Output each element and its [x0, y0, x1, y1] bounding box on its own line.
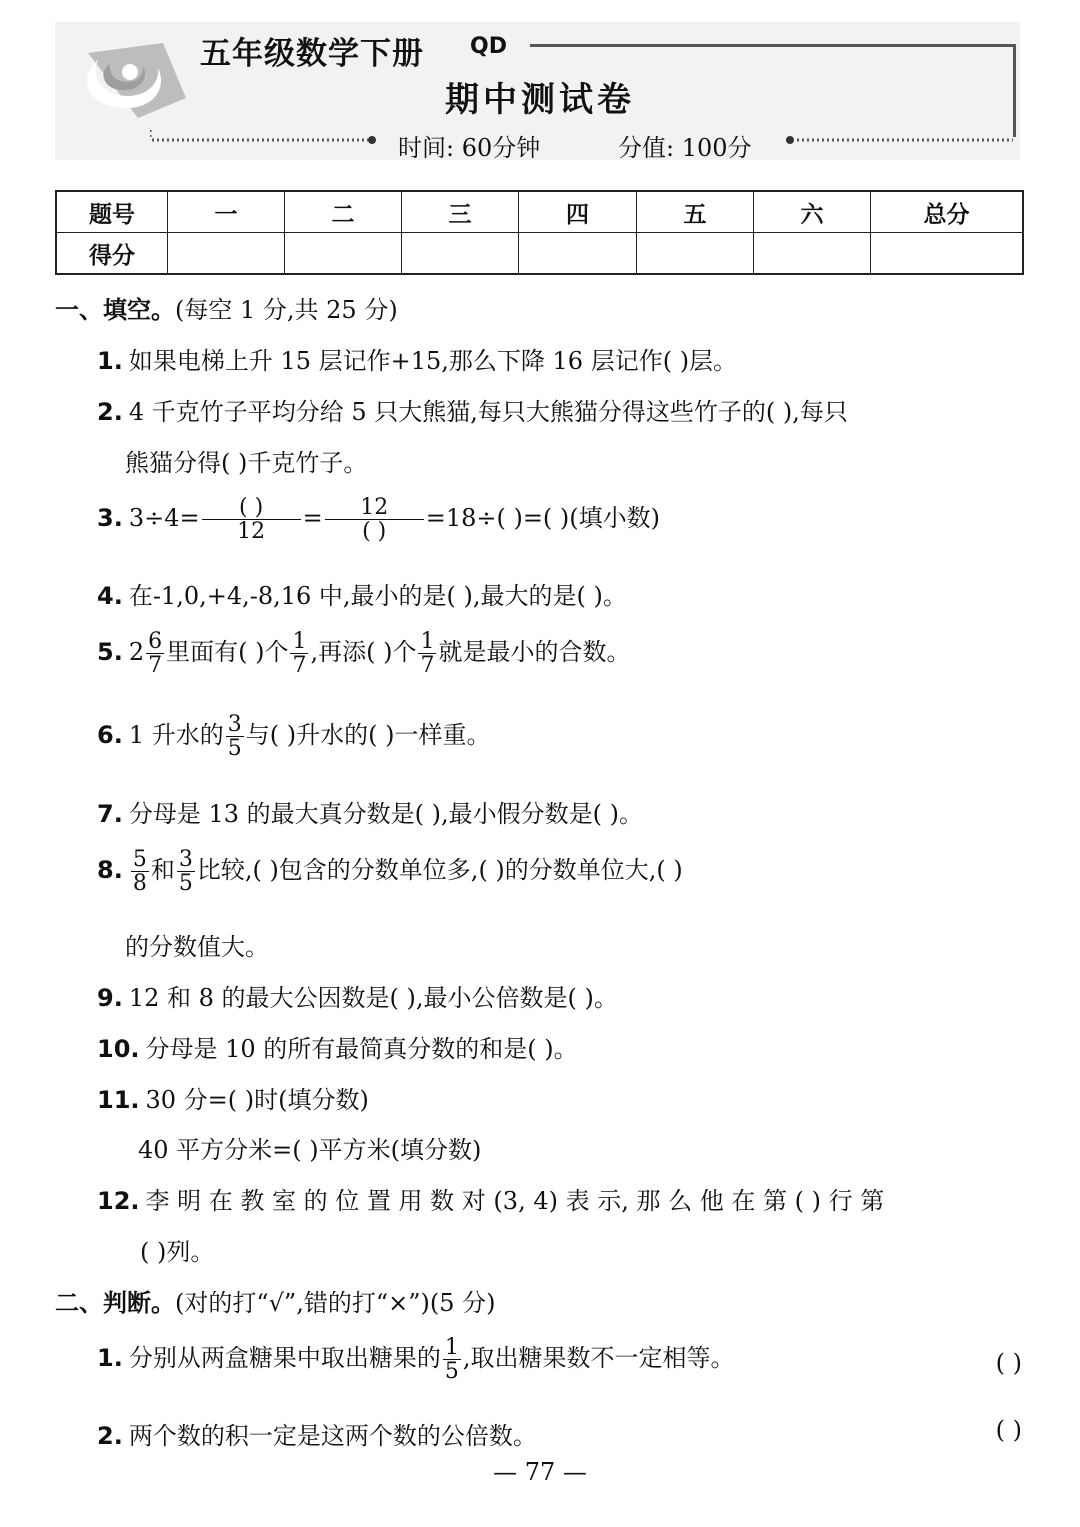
question-11: 11. 30 分=( )时(填分数) — [97, 1086, 369, 1114]
fraction: $\frac{( )}{12}$ — [202, 496, 301, 543]
score-input-cell[interactable] — [168, 233, 285, 275]
score-input-cell[interactable] — [285, 233, 402, 275]
table-cell: 五 — [637, 191, 754, 233]
score-input-cell[interactable] — [402, 233, 519, 275]
table-cell: 得分 — [56, 233, 168, 275]
question-2-cont: 熊猫分得( )千克竹子。 — [125, 449, 368, 477]
score-input-cell[interactable] — [871, 233, 1024, 275]
score-table — [55, 190, 1024, 275]
table-row — [56, 191, 1023, 233]
table-cell: 一 — [168, 191, 285, 233]
question-12: 12. 李 明 在 教 室 的 位 置 用 数 对 (3, 4) 表 示, 那 么 他 在 第 ( ) 行 第 — [97, 1187, 885, 1215]
table-cell: 四 — [519, 191, 637, 233]
question-9: 9. 12 和 8 的最大公因数是( ),最小公倍数是( )。 — [97, 984, 618, 1012]
edition-badge: QD — [470, 34, 507, 59]
table-cell: 总分 — [871, 191, 1024, 233]
fraction: $\frac{1}{7}$ — [420, 629, 435, 679]
section-2-heading: 二、判断。(对的打“√”,错的打“×”)(5 分) — [55, 1289, 496, 1317]
question-1: 1. 如果电梯上升 15 层记作+15,那么下降 16 层记作( )层。 — [97, 347, 738, 375]
fraction: $\frac{1}{5}$ — [444, 1335, 459, 1385]
judge-question-2: 2. 两个数的积一定是这两个数的公倍数。 — [97, 1422, 537, 1450]
table-row — [56, 233, 1023, 275]
table-cell: 六 — [754, 191, 871, 233]
header-rule — [530, 44, 1015, 47]
dotted-line-right — [785, 130, 1013, 144]
table-cell: 二 — [285, 191, 402, 233]
question-8-cont: 的分数值大。 — [125, 933, 269, 961]
question-5: 5. 2 $\frac{6}{7}$ 里面有( )个 $\frac{1}{7}$ ,再添( )个 $\frac{1}{7}$ 就是最小的合数。 — [97, 629, 631, 679]
fraction: $\frac{5}{8}$ — [132, 847, 147, 897]
book-title: 五年级数学下册 — [200, 36, 424, 72]
score-input-cell[interactable] — [519, 233, 637, 275]
score-input-cell[interactable] — [754, 233, 871, 275]
answer-blank[interactable]: ( ) — [995, 1416, 1022, 1444]
question-7: 7. 分母是 13 的最大真分数是( ),最小假分数是( )。 — [97, 800, 643, 828]
score-info: 分值: 100分 — [618, 134, 752, 162]
question-8: 8. $\frac{5}{8}$ 和 $\frac{3}{5}$ 比较,( )包含的分数单位多,( )的分数单位大,( ) — [97, 847, 683, 897]
fraction: $\frac{12}{( )}$ — [325, 496, 424, 543]
question-4: 4. 在-1,0,+4,-8,16 中,最小的是( ),最大的是( )。 — [97, 582, 627, 610]
question-11-cont: 40 平方分米=( )平方米(填分数) — [138, 1136, 482, 1164]
question-3: 3. 3÷4= $\frac{( )}{12}$ = $\frac{12}{( )}$ =18÷( )=( )(填小数) — [97, 495, 661, 545]
page-number: — 77 — — [493, 1458, 587, 1486]
table-cell: 题号 — [56, 191, 168, 233]
exam-title: 期中测试卷 — [445, 80, 635, 120]
table-cell: 三 — [402, 191, 519, 233]
time-info: 时间: 60分钟 — [398, 134, 541, 162]
fraction: $\frac{3}{5}$ — [227, 712, 242, 762]
fraction: $\frac{3}{5}$ — [178, 847, 193, 897]
answer-blank[interactable]: ( ) — [995, 1349, 1022, 1377]
fraction: $\frac{1}{7}$ — [292, 629, 307, 679]
score-input-cell[interactable] — [637, 233, 754, 275]
judge-question-1: 1. 分别从两盒糖果中取出糖果的 $\frac{1}{5}$ ,取出糖果数不一定相等。 — [97, 1335, 735, 1385]
question-12-cont: ( )列。 — [140, 1238, 215, 1266]
section-1-heading: 一、填空。(每空 1 分,共 25 分) — [55, 296, 398, 324]
question-10: 10. 分母是 10 的所有最简真分数的和是( )。 — [97, 1035, 578, 1063]
dotted-line-left — [150, 130, 378, 144]
fraction: $\frac{6}{7}$ — [148, 629, 163, 679]
question-2: 2. 4 千克竹子平均分给 5 只大熊猫,每只大熊猫分得这些竹子的( ),每只 — [97, 398, 848, 426]
question-6: 6. 1 升水的 $\frac{3}{5}$ 与( )升水的( )一样重。 — [97, 712, 491, 762]
